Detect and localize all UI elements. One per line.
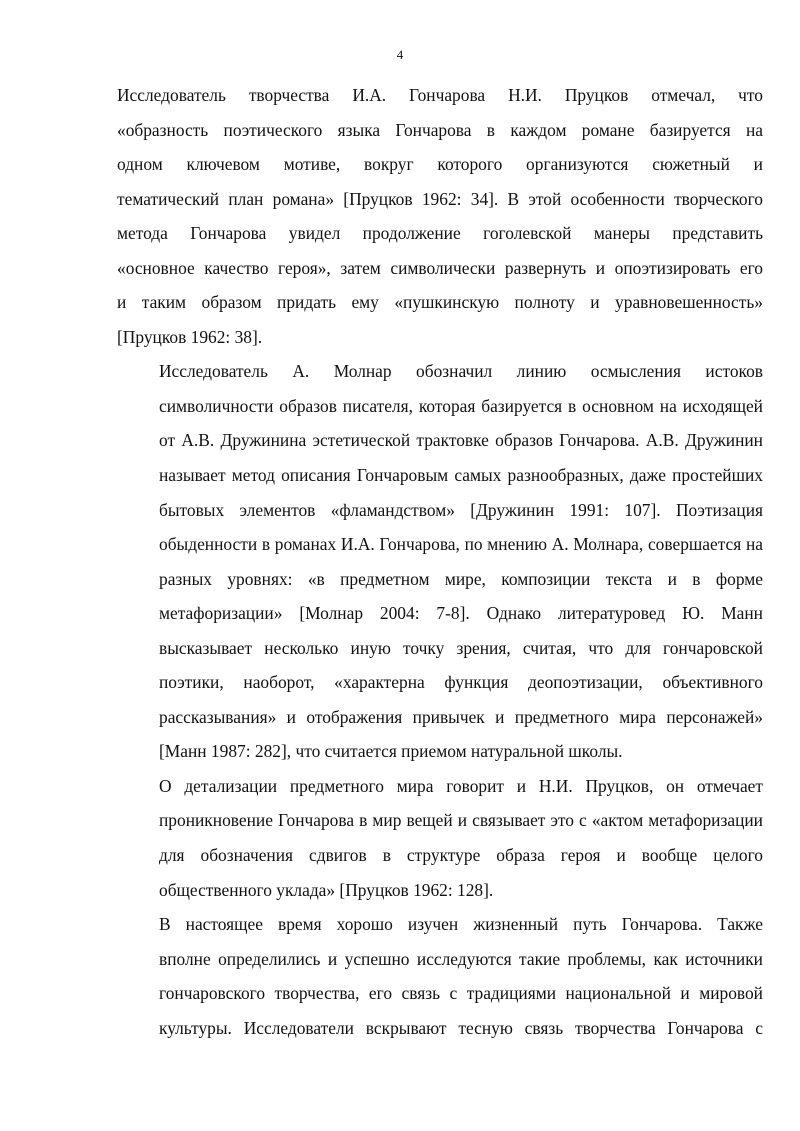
text-line: проникновение Гончарова в мир вещей и связывает это с «актом метафоризации (159, 810, 763, 831)
paragraph (117, 769, 763, 907)
text-line: метафоризации» [Молнар 2004: 7-8]. Однако литературовед Ю. Манн (159, 603, 763, 624)
page-number: 4 (396, 47, 404, 62)
text-line: называет метод описания Гончаровым самых разнообразных, даже простейших (159, 465, 763, 486)
text-line: Исследователь А. Молнар обозначил линию осмысления истоков (159, 361, 763, 382)
text-line: для обозначения сдвигов в структуре образа героя и вообще целого (159, 845, 763, 866)
paragraph (117, 354, 763, 769)
text-line: культуры. Исследователи вскрывают тесную связь творчества Гончарова с (159, 1017, 763, 1038)
text-line: тематический план романа» [Пруцков 1962: 34]. В этой особенности творческого (117, 188, 763, 209)
text-line: «основное качество героя», затем символически развернуть и опоэтизировать его (117, 257, 763, 278)
text-line: «образность поэтического языка Гончарова в каждом романе базируется на (117, 119, 763, 140)
text-line: вполне определились и успешно исследуются такие проблемы, как источники (159, 948, 763, 969)
text-line: высказывает несколько иную точку зрения, считая, что для гончаровской (159, 637, 763, 658)
text-line: символичности образов писателя, которая базируется в основном на исходящей (159, 395, 763, 416)
paragraph (117, 907, 763, 1045)
text-line: общественного уклада» [Пруцков 1962: 128]. (159, 879, 494, 900)
text-line: поэтики, наоборот, «характерна функция деопоэтизации, объективного (159, 672, 763, 693)
text-line: рассказывания» и отображения привычек и предметного мира персонажей» (159, 706, 763, 727)
text-line: О детализации предметного мира говорит и Н.И. Пруцков, он отмечает (159, 775, 763, 796)
text-line: метода Гончарова увидел продолжение гоголевской манеры представить (117, 223, 763, 244)
text-line: разных уровнях: «в предметном мире, композиции текста и в форме (159, 568, 763, 589)
text-line: гончаровского творчества, его связь с традициями национальной и мировой (159, 983, 763, 1004)
text-line: обыденности в романах И.А. Гончарова, по мнению А. Молнара, совершается на (159, 534, 763, 555)
text-line: и таким образом придать ему «пушкинскую полноту и уравновешенность» (117, 292, 763, 313)
text-line: от А.В. Дружинина эстетической трактовке образов Гончарова. А.В. Дружинин (159, 430, 763, 451)
body-text (117, 78, 763, 1045)
text-line: одном ключевом мотиве, вокруг которого организуются сюжетный и (117, 154, 763, 175)
text-line: [Пруцков 1962: 38]. (117, 326, 263, 347)
text-line: [Манн 1987: 282], что считается приемом натуральной школы. (159, 741, 623, 762)
text-line: В настоящее время хорошо изучен жизненный путь Гончарова. Также (159, 914, 763, 935)
text-line: бытовых элементов «фламандством» [Дружинин 1991: 107]. Поэтизация (159, 499, 763, 520)
text-line: Исследователь творчества И.А. Гончарова Н.И. Пруцков отмечал, что (117, 85, 763, 105)
paragraph (117, 78, 763, 354)
